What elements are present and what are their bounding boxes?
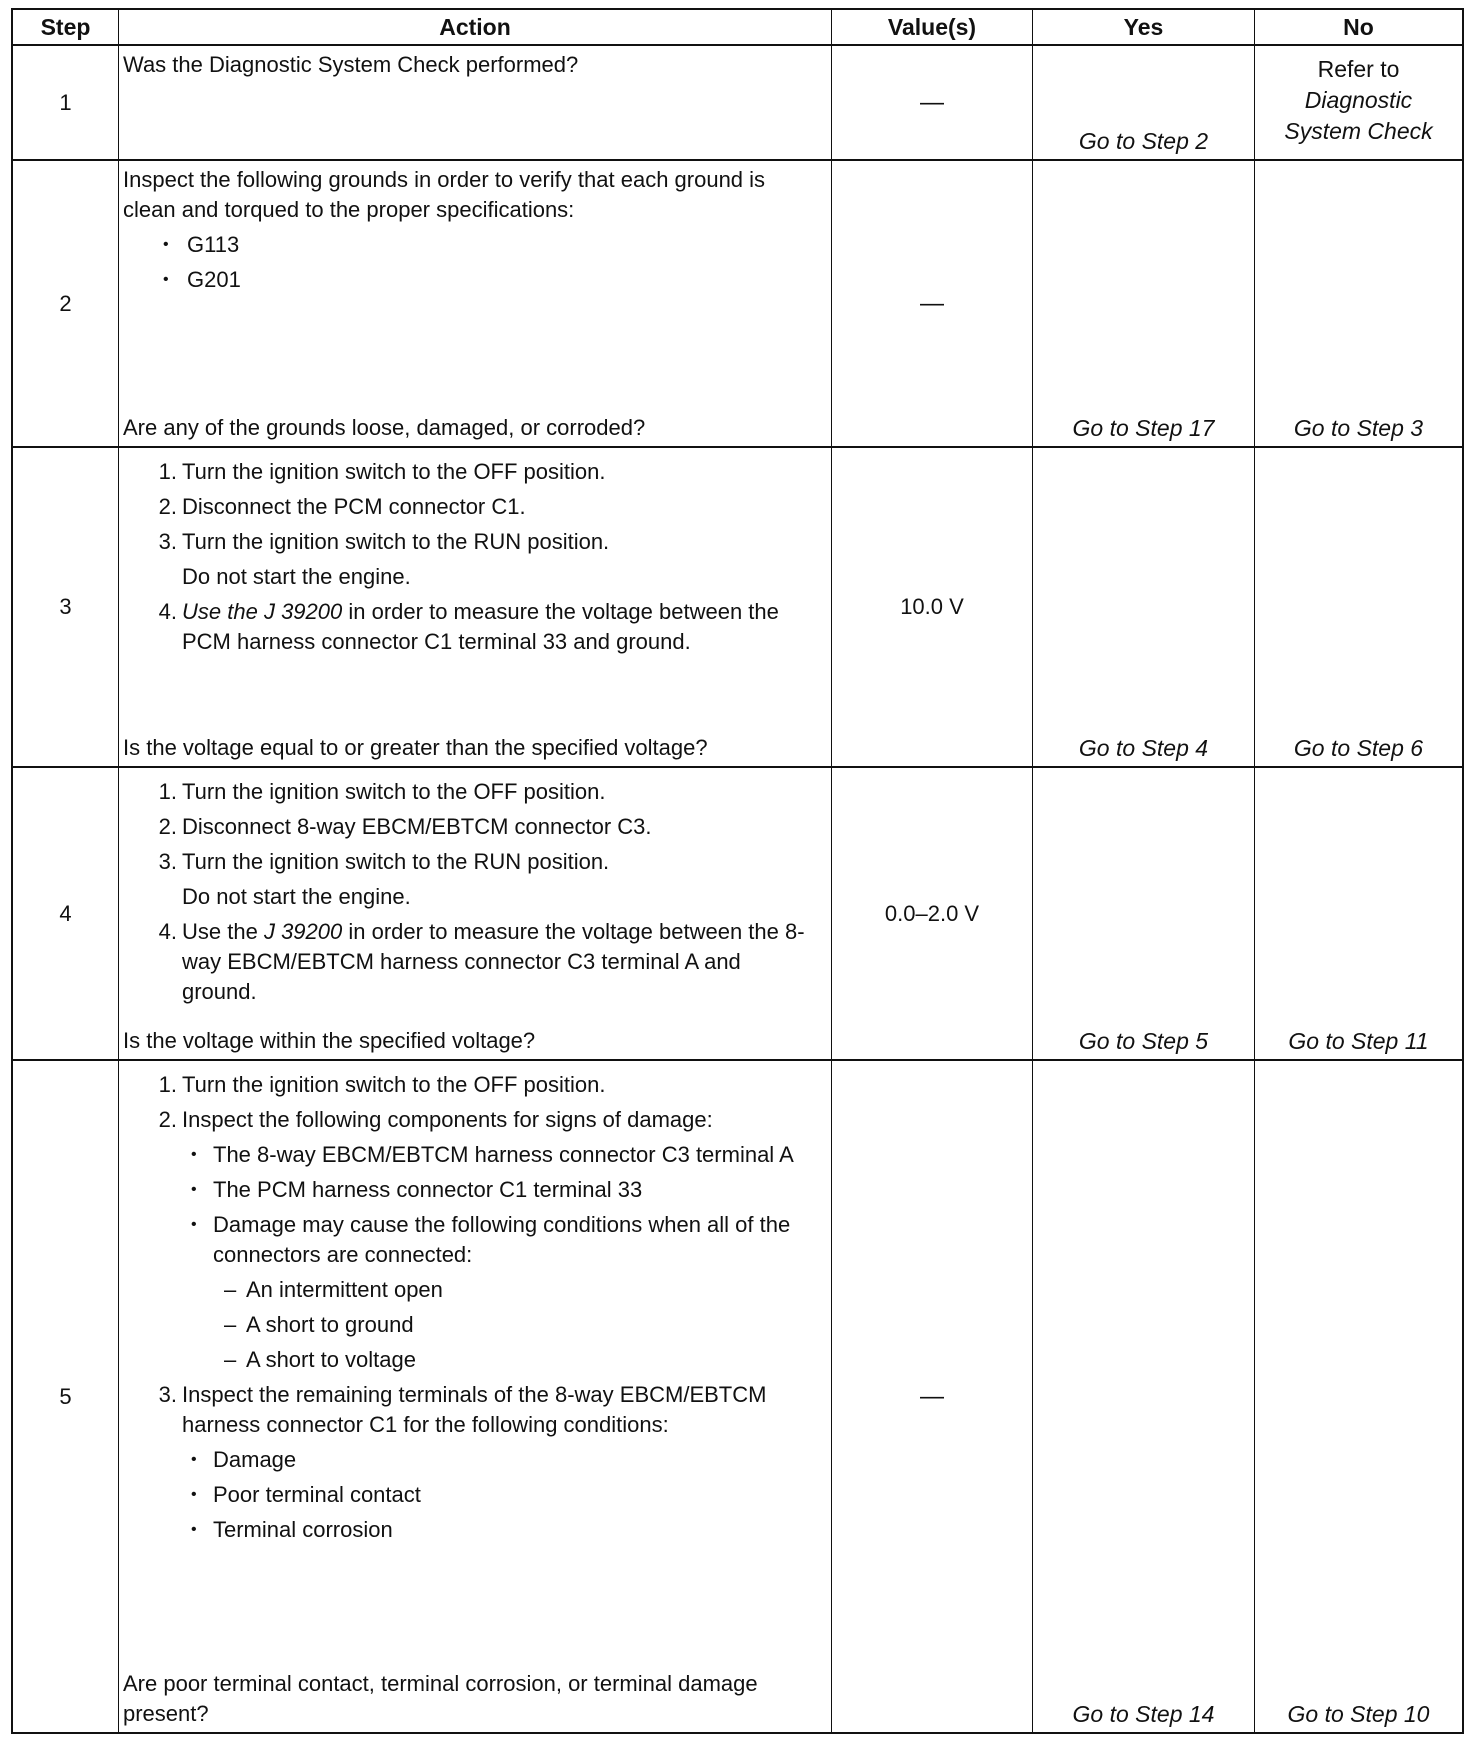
list-item: – A short to ground — [123, 1310, 821, 1340]
yes-link[interactable]: Go to Step 2 — [1078, 128, 1209, 154]
list-item: 1. Turn the ignition switch to the OFF position. — [158, 1072, 606, 1097]
list-item: 4. Use the J 39200 in order to measure the voltage between the PCM harness connector C1 terminal 33 and ground. — [158, 599, 779, 654]
question-text: Was the Diagnostic System Check performed? — [123, 52, 579, 77]
no-cell — [1255, 448, 1462, 766]
yes-link[interactable]: Go to Step 4 — [1078, 735, 1209, 761]
action-cell — [119, 768, 832, 1059]
action-intro: Inspect the following grounds in order to verify that each ground is clean and torqued to the proper specifications: — [123, 167, 766, 222]
list-item: 1. Turn the ignition switch to the OFF position. — [158, 779, 606, 804]
list-item: – A short to voltage — [123, 1345, 821, 1375]
yes-cell — [1033, 1061, 1255, 1732]
header-yes: Yes — [1033, 10, 1255, 44]
list-item: – An intermittent open — [123, 1275, 821, 1305]
value-cell: 10.0 V — [832, 448, 1033, 766]
tool-reference: J 39200 — [263, 919, 343, 944]
tool-reference: J 39200 — [263, 599, 343, 624]
step-number: 4 — [13, 768, 119, 1059]
action-cell — [119, 161, 832, 446]
step-number: 3 — [13, 448, 119, 766]
yes-link[interactable]: Go to Step 5 — [1078, 1028, 1209, 1054]
yes-link[interactable]: Go to Step 14 — [1072, 1701, 1215, 1727]
list-item: • The 8-way EBCM/EBTCM harness connector C3 terminal A — [123, 1140, 821, 1170]
step-number: 2 — [13, 161, 119, 446]
no-link[interactable]: Go to Step 11 — [1288, 1028, 1429, 1054]
action-cell — [119, 448, 832, 766]
header-action: Action — [119, 10, 832, 44]
no-link-line1[interactable]: Diagnostic — [1304, 87, 1413, 113]
value-cell — [832, 161, 1033, 446]
list-item: 3. Turn the ignition switch to the RUN position. — [158, 529, 610, 554]
step-number: 1 — [13, 46, 119, 159]
table-row-step-1 — [13, 46, 1462, 161]
no-cell — [1255, 46, 1462, 159]
no-link[interactable]: Go to Step 6 — [1293, 735, 1424, 761]
no-cell — [1255, 1061, 1462, 1732]
value-cell: 0.0–2.0 V — [832, 768, 1033, 1059]
value-cell — [832, 46, 1033, 159]
no-cell — [1255, 768, 1462, 1059]
list-item: 1. Turn the ignition switch to the OFF position. — [158, 459, 606, 484]
question-text: Are any of the grounds loose, damaged, or corroded? — [123, 415, 646, 440]
action-cell — [119, 46, 832, 159]
table-row-step-2 — [13, 161, 1462, 448]
no-cell — [1255, 161, 1462, 446]
no-link-line2[interactable]: System Check — [1284, 118, 1433, 144]
header-step: Step — [13, 10, 119, 44]
value-text: — — [920, 289, 944, 317]
no-link[interactable]: Go to Step 3 — [1293, 415, 1424, 441]
table-row-step-3 — [13, 448, 1462, 768]
value-text: — — [920, 1382, 944, 1410]
list-item-note: Do not start the engine. — [182, 564, 411, 589]
table-row-step-4 — [13, 768, 1462, 1061]
value-text: — — [920, 88, 944, 116]
question-text: Is the voltage within the specified voltage? — [123, 1028, 536, 1053]
no-link[interactable]: Go to Step 10 — [1287, 1701, 1430, 1727]
table-row-step-5 — [13, 1061, 1462, 1732]
list-item: • Damage may cause the following conditions when all of the connectors are connected: — [123, 1210, 821, 1270]
table-header-row — [13, 10, 1462, 46]
yes-cell — [1033, 46, 1255, 159]
list-item: 3. Turn the ignition switch to the RUN position. — [158, 849, 610, 874]
list-item: • Damage — [123, 1445, 821, 1475]
list-item: 3. Inspect the remaining terminals of the 8-way EBCM/EBTCM harness connector C1 for the following conditions: — [158, 1382, 767, 1437]
list-item: 4. Use the J 39200 in order to measure the voltage between the 8-way EBCM/EBTCM harness connector C3 terminal A and ground. — [158, 919, 805, 1004]
question-text: Is the voltage equal to or greater than the specified voltage? — [123, 735, 708, 760]
header-values: Value(s) — [832, 10, 1033, 44]
list-item: • Terminal corrosion — [123, 1515, 821, 1545]
question-text: Are poor terminal contact, terminal corrosion, or terminal damage present? — [123, 1671, 758, 1726]
list-item: • The PCM harness connector C1 terminal 33 — [123, 1175, 821, 1205]
list-item: 2. Disconnect the PCM connector C1. — [158, 494, 526, 519]
yes-cell — [1033, 448, 1255, 766]
value-cell — [832, 1061, 1033, 1732]
no-prefix: Refer to — [1317, 56, 1400, 82]
list-item: 2. Inspect the following components for signs of damage: — [158, 1107, 713, 1132]
yes-cell — [1033, 768, 1255, 1059]
list-item: • Poor terminal contact — [123, 1480, 821, 1510]
diagnostic-table — [11, 8, 1464, 1734]
header-no: No — [1343, 13, 1374, 40]
yes-cell — [1033, 161, 1255, 446]
yes-link[interactable]: Go to Step 17 — [1072, 415, 1215, 441]
list-item: • G201 — [123, 265, 821, 295]
step-number: 5 — [13, 1061, 119, 1732]
list-item: • G113 — [123, 230, 821, 260]
action-cell — [119, 1061, 832, 1732]
list-item: 2. Disconnect 8-way EBCM/EBTCM connector C3. — [158, 814, 652, 839]
list-item-note: Do not start the engine. — [182, 884, 411, 909]
